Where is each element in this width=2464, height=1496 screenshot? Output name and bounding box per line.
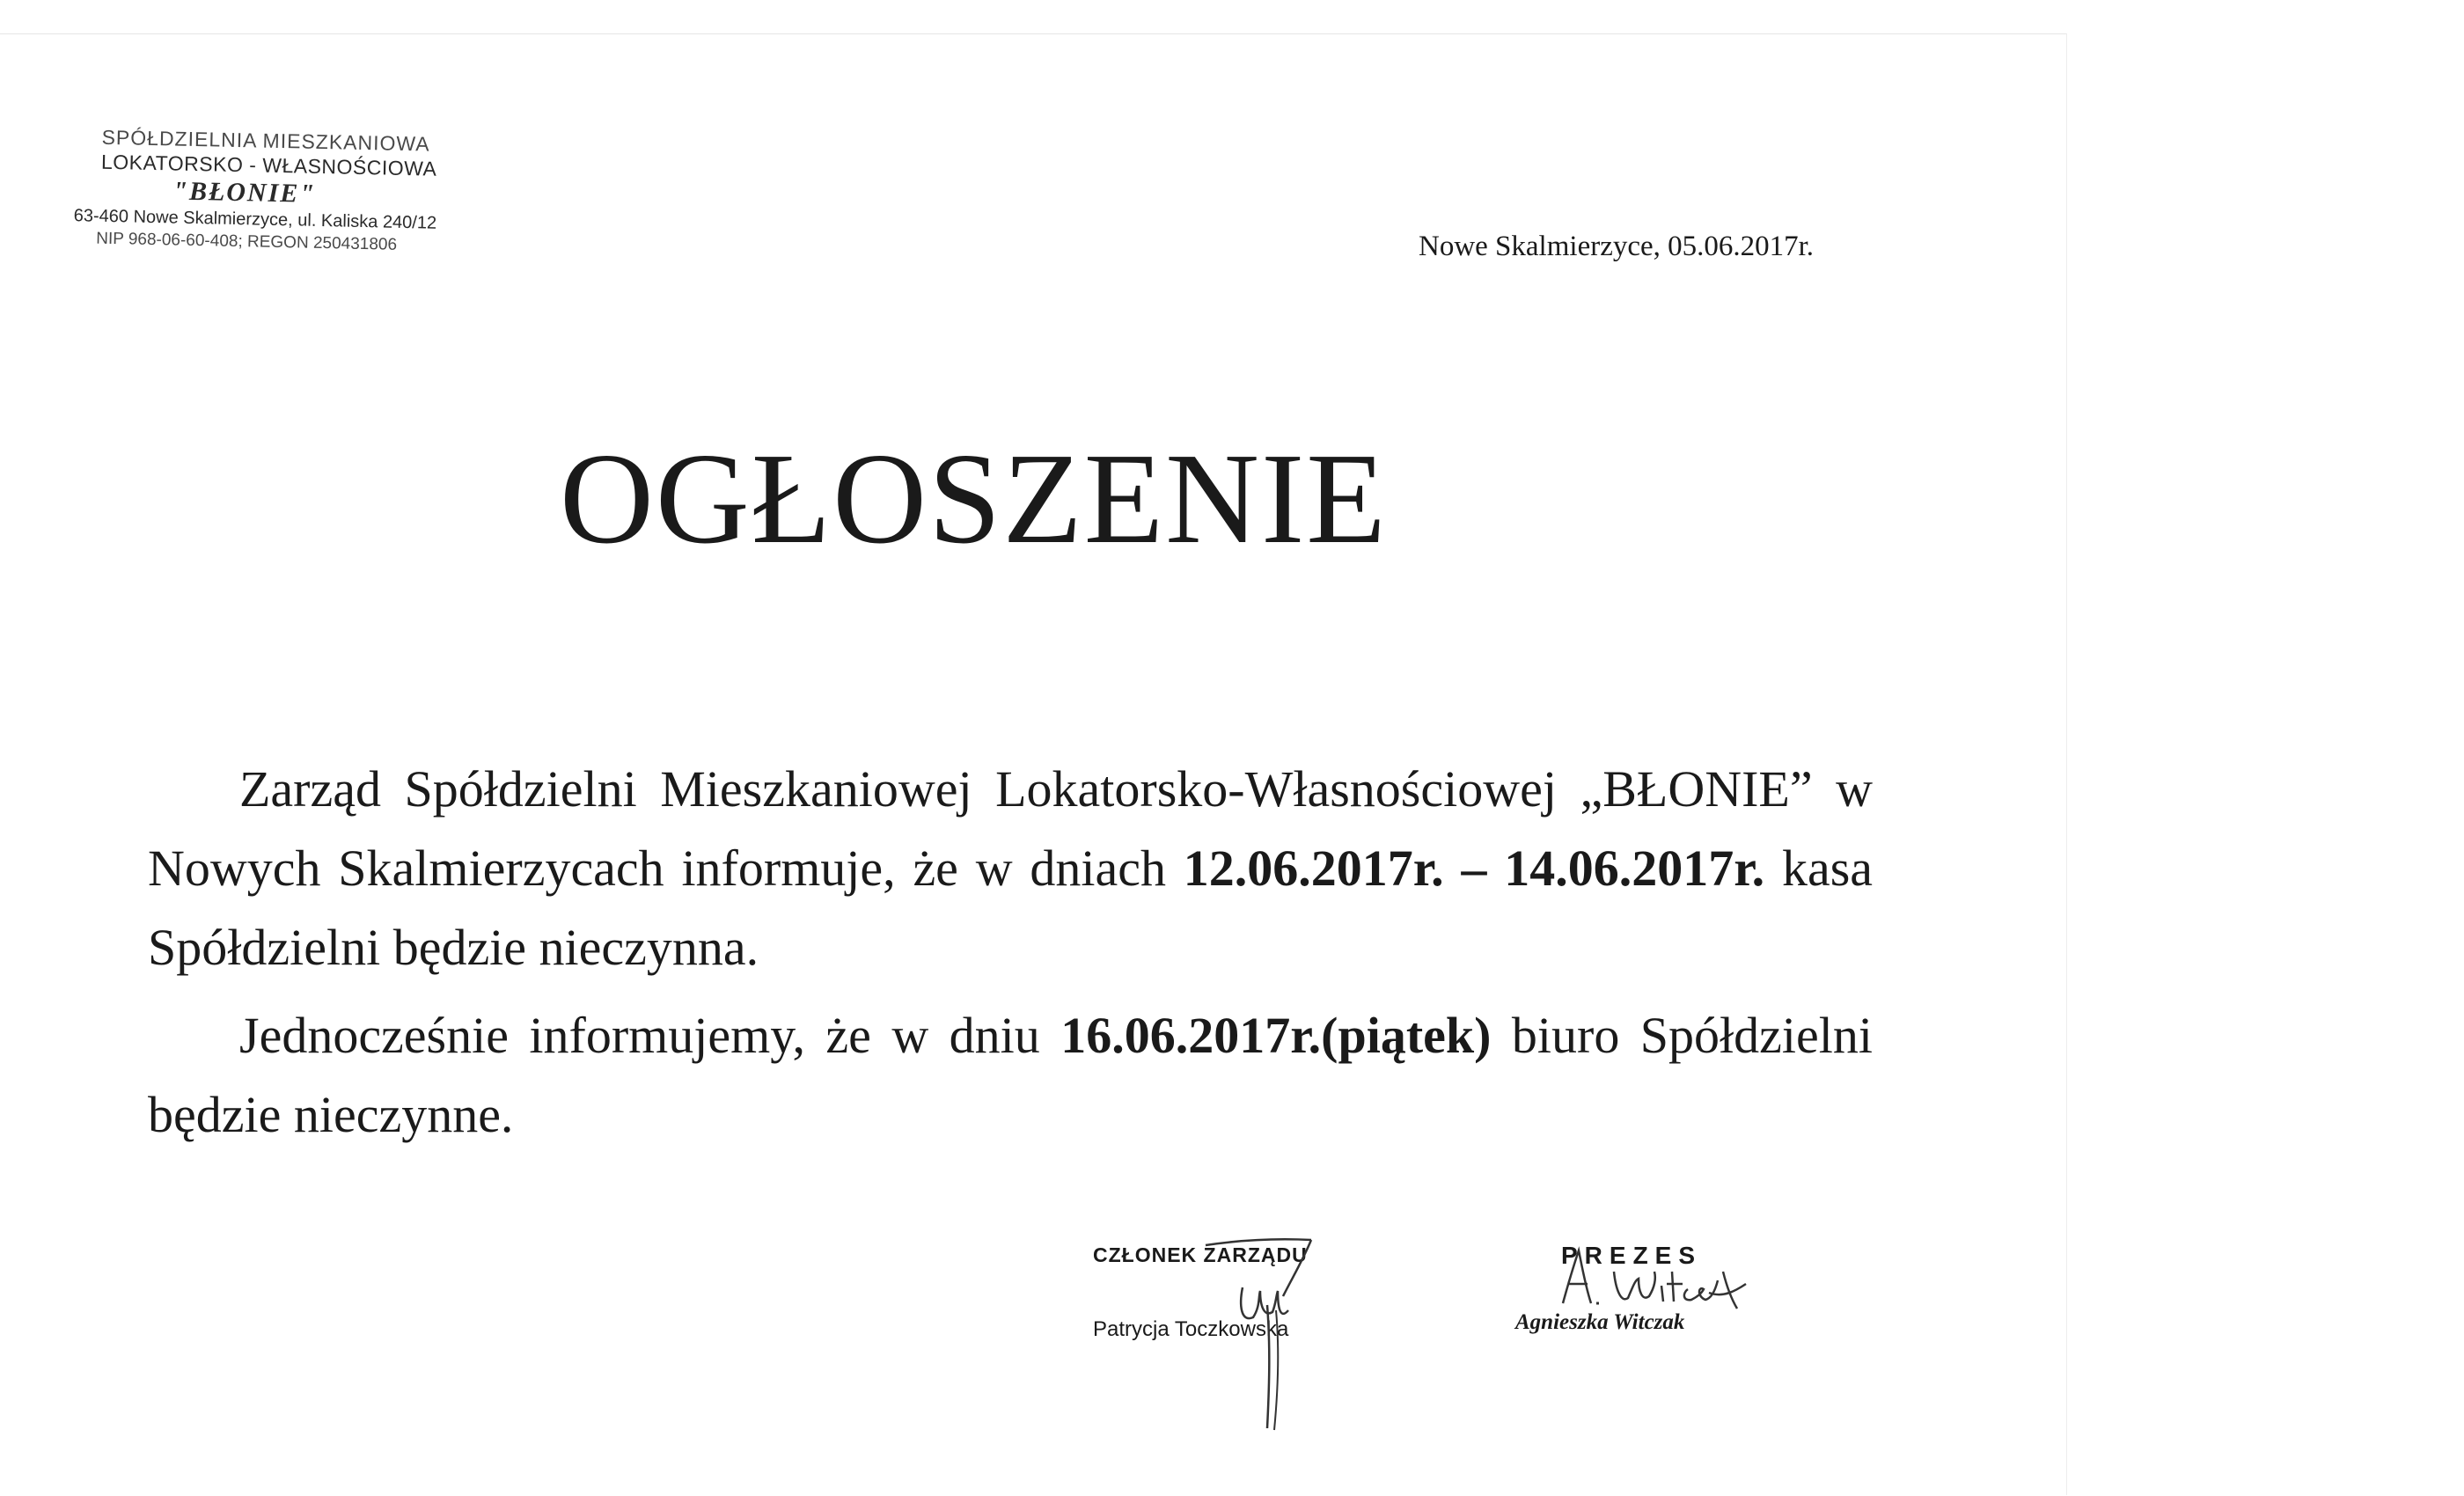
board-member-role: CZŁONEK ZARZĄDU xyxy=(1093,1243,1308,1266)
document-date: Nowe Skalmierzyce, 05.06.2017r. xyxy=(1419,231,1815,262)
president-role: PREZES xyxy=(1561,1242,1703,1269)
stamp-line-2: LOKATORSKO - WŁASNOŚCIOWA xyxy=(100,150,437,180)
paragraph-1-intro: Zarząd Spółdzielni Mieszkaniowej Lokatorsko-Własnościowej „BŁONIE” w Nowych Skalmierzycach informuje, że w dniach xyxy=(148,760,1873,897)
stamp-tax-ids: NIP 968-06-60-408; REGON 250431806 xyxy=(95,229,398,254)
paragraph-cashier-closed xyxy=(148,750,1873,987)
paragraph-2-intro: Jednocześnie informujemy, że w dniu xyxy=(239,1007,1061,1064)
paragraph-1-end: kasa Spółdzielni będzie nieczynna. xyxy=(148,840,1874,976)
announcement-body xyxy=(148,750,1873,1155)
stamp-line-3: "BŁONIE" xyxy=(172,176,317,209)
closure-dates: 12.06.2017r. – 14.06.2017r. xyxy=(1183,840,1765,897)
cooperative-stamp xyxy=(68,121,493,271)
president-handwritten-signature xyxy=(1551,1245,1762,1324)
stamp-address: 63-460 Nowe Skalmierzyce, ul. Kaliska 240/12 xyxy=(73,206,437,233)
stamp-line-1: SPÓŁDZIELNIA MIESZKANIOWA xyxy=(101,125,430,156)
paragraph-2-end: biuro Spółdzielni będzie nieczynne. xyxy=(148,1007,1873,1143)
office-closure-date: 16.06.2017r.(piątek) xyxy=(1060,1007,1492,1064)
president-name: Agnieszka Witczak xyxy=(1515,1310,1685,1334)
board-member-name: Patrycja Toczkowska xyxy=(1093,1317,1289,1341)
page-title: OGŁOSZENIE xyxy=(560,427,1388,571)
board-member-handwritten-signature xyxy=(1179,1226,1373,1437)
paragraph-office-closed xyxy=(148,996,1873,1155)
